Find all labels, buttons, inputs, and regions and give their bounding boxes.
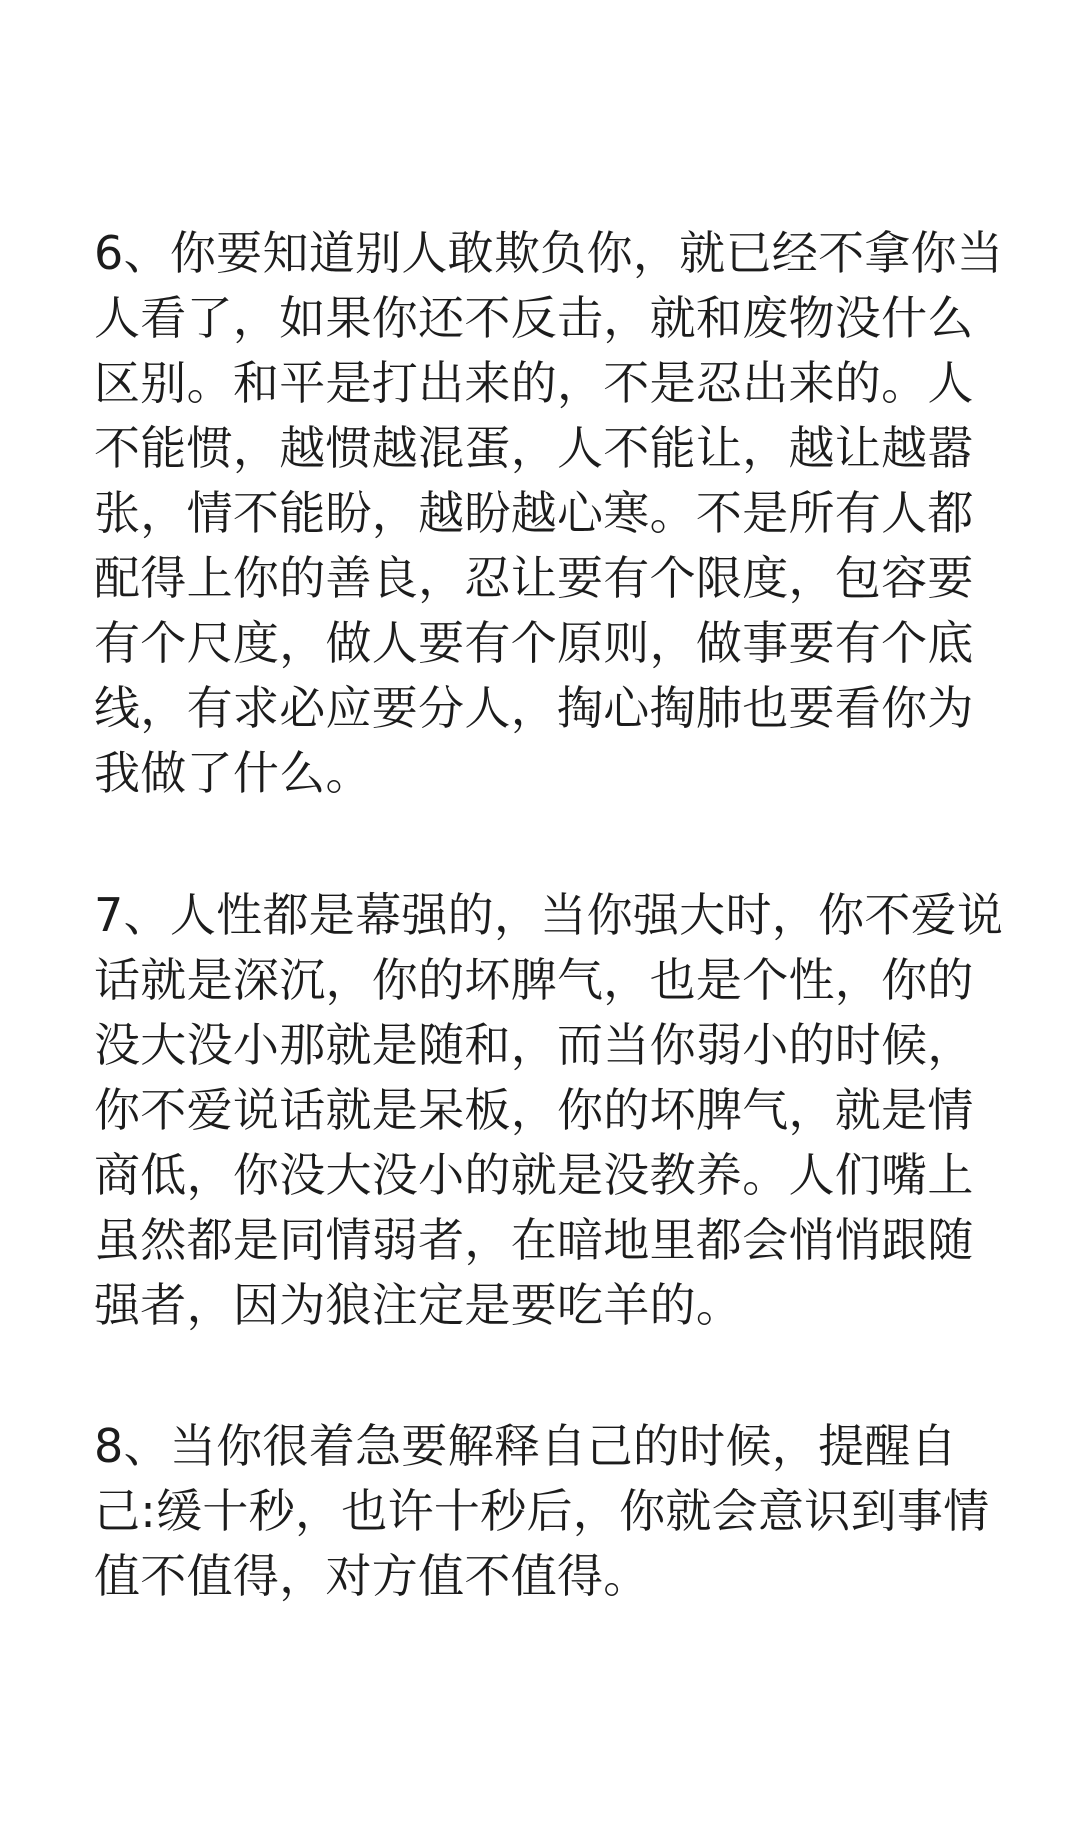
text-line: 没大没小那就是随和，而当你弱小的时候， bbox=[94, 1018, 974, 1072]
text-line: 7、人性都是幕强的，当你强大时，你不爱说 bbox=[94, 888, 1004, 942]
text-line: 话就是深沉，你的坏脾气，也是个性，你的 bbox=[94, 953, 974, 1007]
text-line: 8、当你很着急要解释自己的时候，提醒自 bbox=[94, 1419, 957, 1473]
text-line: 虽然都是同情弱者，在暗地里都会悄悄跟随 bbox=[94, 1213, 974, 1267]
text-line: 强者，因为狼注定是要吃羊的。 bbox=[94, 1278, 743, 1332]
text-line: 己:缓十秒，也许十秒后，你就会意识到事情 bbox=[94, 1484, 990, 1538]
text-line: 不能惯，越惯越混蛋，人不能让，越让越嚣 bbox=[94, 421, 974, 475]
text-line: 线，有求必应要分人，掏心掏肺也要看你为 bbox=[94, 681, 974, 735]
text-line: 我做了什么。 bbox=[94, 746, 372, 800]
text-line: 值不值得，对方值不值得。 bbox=[94, 1549, 650, 1603]
text-line: 你不爱说话就是呆板，你的坏脾气，就是情 bbox=[94, 1083, 974, 1137]
paragraph-8 bbox=[94, 1414, 1024, 1609]
paragraph-7 bbox=[94, 883, 1024, 1338]
text-line: 配得上你的善良，忍让要有个限度，包容要 bbox=[94, 551, 974, 605]
text-line: 人看了，如果你还不反击，就和废物没什么 bbox=[94, 291, 974, 345]
paragraph-6 bbox=[94, 221, 1024, 806]
text-line: 区别。和平是打出来的，不是忍出来的。人 bbox=[94, 356, 974, 410]
text-line: 商低，你没大没小的就是没教养。人们嘴上 bbox=[94, 1148, 974, 1202]
text-line: 6、你要知道别人敢欺负你，就已经不拿你当 bbox=[94, 226, 1004, 280]
text-line: 张，情不能盼，越盼越心寒。不是所有人都 bbox=[94, 486, 974, 540]
text-line: 有个尺度，做人要有个原则，做事要有个底 bbox=[94, 616, 974, 670]
